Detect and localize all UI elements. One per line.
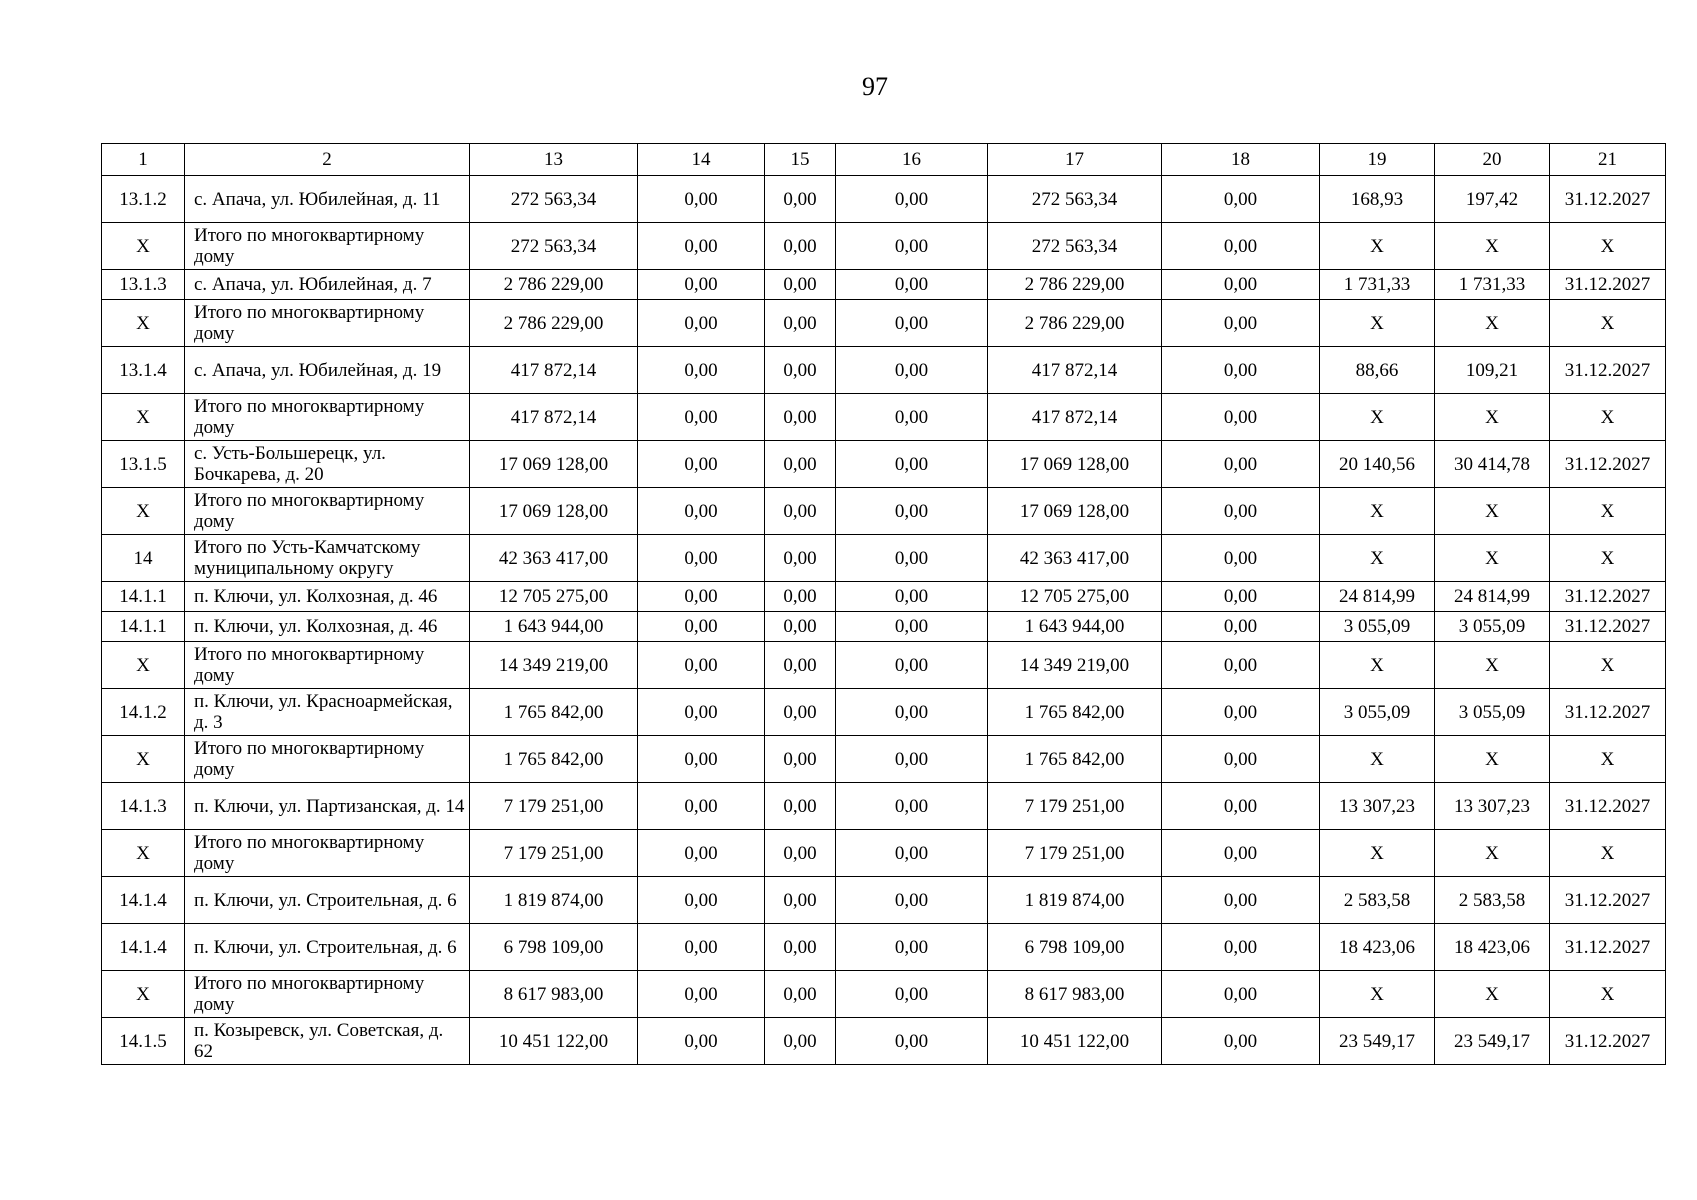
table-cell: 88,66 [1320, 347, 1435, 394]
table-cell: Х [1320, 223, 1435, 270]
table-cell: 0,00 [836, 270, 988, 300]
table-cell: Итого по многоквартирному дому [185, 223, 470, 270]
table-cell: 0,00 [1162, 971, 1320, 1018]
table-cell: 12 705 275,00 [470, 582, 638, 612]
table-cell: 0,00 [836, 877, 988, 924]
table-cell: 0,00 [1162, 300, 1320, 347]
table-cell: 20 140,56 [1320, 441, 1435, 488]
table-cell: 0,00 [1162, 270, 1320, 300]
table-cell: 14.1.2 [102, 689, 185, 736]
table-cell: 0,00 [638, 1018, 765, 1065]
table-row [102, 612, 1666, 642]
table-cell: 31.12.2027 [1550, 441, 1666, 488]
table-cell: Х [1550, 223, 1666, 270]
table-cell: 1 643 944,00 [988, 612, 1162, 642]
table-cell: п. Ключи, ул. Строительная, д. 6 [185, 877, 470, 924]
table-cell: Х [1435, 488, 1550, 535]
table-cell: 0,00 [836, 1018, 988, 1065]
table-cell: 0,00 [1162, 176, 1320, 223]
table-cell: 10 451 122,00 [988, 1018, 1162, 1065]
table-cell: 0,00 [836, 642, 988, 689]
table-cell: Х [102, 642, 185, 689]
table-cell: 0,00 [1162, 877, 1320, 924]
table-row [102, 488, 1666, 535]
table-cell: 18 423,06 [1435, 924, 1550, 971]
table-cell: Х [1435, 535, 1550, 582]
table-cell: 8 617 983,00 [988, 971, 1162, 1018]
table-cell: 14.1.4 [102, 924, 185, 971]
table-cell: 31.12.2027 [1550, 347, 1666, 394]
table-cell: Х [1435, 736, 1550, 783]
table-cell: 13 307,23 [1435, 783, 1550, 830]
table-cell: 0,00 [638, 830, 765, 877]
header-cell: 17 [988, 144, 1162, 176]
table-body [102, 176, 1666, 1065]
table-cell: 0,00 [1162, 535, 1320, 582]
table-cell: Х [1435, 223, 1550, 270]
table-cell: 1 765 842,00 [988, 689, 1162, 736]
table-cell: 0,00 [638, 689, 765, 736]
table-cell: 0,00 [1162, 1018, 1320, 1065]
table-cell: 0,00 [765, 270, 836, 300]
table-cell: 14 349 219,00 [470, 642, 638, 689]
table-cell: 1 643 944,00 [470, 612, 638, 642]
table-cell: 0,00 [638, 971, 765, 1018]
table-cell: 0,00 [836, 783, 988, 830]
table-cell: Итого по многоквартирному дому [185, 488, 470, 535]
table-cell: Х [1550, 971, 1666, 1018]
table-cell: 0,00 [638, 736, 765, 783]
header-cell: 20 [1435, 144, 1550, 176]
table-cell: Х [102, 300, 185, 347]
table-cell: 0,00 [765, 783, 836, 830]
table-cell: 7 179 251,00 [988, 830, 1162, 877]
table-cell: 3 055,09 [1320, 612, 1435, 642]
table-cell: 0,00 [836, 441, 988, 488]
table-cell: 31.12.2027 [1550, 270, 1666, 300]
table-cell: 0,00 [765, 877, 836, 924]
table-cell: 14.1.4 [102, 877, 185, 924]
table-cell: 0,00 [1162, 642, 1320, 689]
header-cell: 19 [1320, 144, 1435, 176]
table-cell: Итого по многоквартирному дому [185, 642, 470, 689]
table-cell: 0,00 [836, 971, 988, 1018]
table-cell: 0,00 [1162, 736, 1320, 783]
table-cell: 30 414,78 [1435, 441, 1550, 488]
table-cell: 0,00 [765, 1018, 836, 1065]
table-cell: 0,00 [765, 971, 836, 1018]
table-cell: 0,00 [1162, 441, 1320, 488]
table-cell: Х [1320, 736, 1435, 783]
table-cell: 0,00 [638, 924, 765, 971]
table-cell: 24 814,99 [1320, 582, 1435, 612]
table-cell: 0,00 [836, 830, 988, 877]
table-cell: п. Ключи, ул. Колхозная, д. 46 [185, 582, 470, 612]
table-cell: Х [1320, 642, 1435, 689]
table-cell: Итого по многоквартирному дому [185, 736, 470, 783]
table-cell: 0,00 [836, 924, 988, 971]
table-cell: Х [1320, 300, 1435, 347]
table-cell: 14.1.1 [102, 582, 185, 612]
table-cell: 42 363 417,00 [988, 535, 1162, 582]
table-cell: 2 786 229,00 [470, 300, 638, 347]
table-cell: 0,00 [836, 535, 988, 582]
table-cell: Х [1320, 971, 1435, 1018]
header-cell: 18 [1162, 144, 1320, 176]
table-cell: п. Ключи, ул. Красноармейская, д. 3 [185, 689, 470, 736]
table-cell: Х [1320, 535, 1435, 582]
header-cell: 21 [1550, 144, 1666, 176]
table-cell: п. Ключи, ул. Колхозная, д. 46 [185, 612, 470, 642]
table-cell: Х [1550, 394, 1666, 441]
table-cell: 2 786 229,00 [470, 270, 638, 300]
table-cell: Х [102, 488, 185, 535]
table-cell: 24 814,99 [1435, 582, 1550, 612]
table-cell: 14.1.1 [102, 612, 185, 642]
table-cell: 17 069 128,00 [470, 488, 638, 535]
table-cell: 0,00 [1162, 347, 1320, 394]
table-cell: 0,00 [765, 223, 836, 270]
table-cell: Х [1435, 642, 1550, 689]
header-cell: 13 [470, 144, 638, 176]
table-row [102, 270, 1666, 300]
table-cell: 0,00 [638, 300, 765, 347]
table-cell: Итого по Усть-Камчатскому муниципальному округу [185, 535, 470, 582]
table-cell: 13 307,23 [1320, 783, 1435, 830]
table-cell: 31.12.2027 [1550, 612, 1666, 642]
table-cell: 0,00 [765, 488, 836, 535]
table-cell: 0,00 [836, 300, 988, 347]
table-cell: 0,00 [836, 689, 988, 736]
table-cell: с. Апача, ул. Юбилейная, д. 11 [185, 176, 470, 223]
table-row [102, 347, 1666, 394]
header-cell: 16 [836, 144, 988, 176]
table-cell: 0,00 [638, 535, 765, 582]
table-cell: 0,00 [765, 441, 836, 488]
table-cell: 0,00 [836, 488, 988, 535]
table-row [102, 689, 1666, 736]
table-cell: 0,00 [1162, 924, 1320, 971]
table-cell: 13.1.3 [102, 270, 185, 300]
table-row [102, 394, 1666, 441]
table-cell: 31.12.2027 [1550, 924, 1666, 971]
table-cell: Х [1435, 971, 1550, 1018]
table-cell: 31.12.2027 [1550, 689, 1666, 736]
table-cell: 0,00 [1162, 394, 1320, 441]
table-cell: 3 055,09 [1320, 689, 1435, 736]
table-cell: 10 451 122,00 [470, 1018, 638, 1065]
table-cell: 13.1.5 [102, 441, 185, 488]
table-cell: 109,21 [1435, 347, 1550, 394]
table-cell: 23 549,17 [1320, 1018, 1435, 1065]
table-cell: п. Ключи, ул. Строительная, д. 6 [185, 924, 470, 971]
table-cell: Х [1550, 300, 1666, 347]
table-cell: Х [102, 830, 185, 877]
table-cell: Х [1550, 736, 1666, 783]
table-cell: 0,00 [836, 394, 988, 441]
table-cell: 0,00 [638, 176, 765, 223]
table-cell: 0,00 [638, 347, 765, 394]
table-cell: Итого по многоквартирному дому [185, 971, 470, 1018]
table-cell: 17 069 128,00 [988, 488, 1162, 535]
table-cell: 417 872,14 [470, 347, 638, 394]
table-cell: 0,00 [765, 830, 836, 877]
table-cell: 31.12.2027 [1550, 582, 1666, 612]
table-cell: 42 363 417,00 [470, 535, 638, 582]
table-cell: 0,00 [836, 176, 988, 223]
table-cell: 417 872,14 [470, 394, 638, 441]
header-cell: 14 [638, 144, 765, 176]
table-cell: 0,00 [836, 736, 988, 783]
table-cell: 0,00 [1162, 830, 1320, 877]
table-cell: 8 617 983,00 [470, 971, 638, 1018]
table-cell: 23 549,17 [1435, 1018, 1550, 1065]
table-cell: 1 765 842,00 [988, 736, 1162, 783]
table-cell: 0,00 [638, 783, 765, 830]
table-cell: Х [1550, 488, 1666, 535]
table-row [102, 830, 1666, 877]
header-cell: 2 [185, 144, 470, 176]
table-cell: 14.1.3 [102, 783, 185, 830]
table-cell: 272 563,34 [988, 176, 1162, 223]
table-cell: 31.12.2027 [1550, 176, 1666, 223]
table-cell: 14 349 219,00 [988, 642, 1162, 689]
table-cell: 7 179 251,00 [988, 783, 1162, 830]
table-cell: Х [102, 736, 185, 783]
table-cell: Итого по многоквартирному дому [185, 394, 470, 441]
table-cell: 31.12.2027 [1550, 783, 1666, 830]
table-cell: 0,00 [765, 535, 836, 582]
table-cell: 2 583,58 [1320, 877, 1435, 924]
table-cell: 0,00 [638, 642, 765, 689]
header-cell: 1 [102, 144, 185, 176]
table-cell: 0,00 [765, 924, 836, 971]
table-cell: 0,00 [765, 582, 836, 612]
table-cell: 0,00 [765, 612, 836, 642]
table-cell: Х [1550, 535, 1666, 582]
table-cell: Х [1550, 830, 1666, 877]
table-row [102, 223, 1666, 270]
table-cell: 13.1.2 [102, 176, 185, 223]
table-row [102, 877, 1666, 924]
table-cell: 2 786 229,00 [988, 300, 1162, 347]
page-number: 97 [862, 72, 888, 101]
table-row [102, 736, 1666, 783]
table-row [102, 642, 1666, 689]
table-cell: 6 798 109,00 [470, 924, 638, 971]
table-cell: Х [1550, 642, 1666, 689]
table-cell: 0,00 [765, 736, 836, 783]
table-cell: 3 055,09 [1435, 689, 1550, 736]
table-cell: 168,93 [1320, 176, 1435, 223]
table-cell: 1 731,33 [1435, 270, 1550, 300]
table-cell: п. Козыревск, ул. Советская, д. 62 [185, 1018, 470, 1065]
table-cell: 0,00 [638, 488, 765, 535]
table-cell: 1 731,33 [1320, 270, 1435, 300]
table-cell: 1 765 842,00 [470, 736, 638, 783]
table-cell: 1 765 842,00 [470, 689, 638, 736]
table-cell: 14.1.5 [102, 1018, 185, 1065]
table-cell: 417 872,14 [988, 394, 1162, 441]
header-row [102, 144, 1666, 176]
table-cell: 31.12.2027 [1550, 1018, 1666, 1065]
table-cell: 0,00 [765, 642, 836, 689]
table-cell: Х [1320, 488, 1435, 535]
table-cell: 0,00 [638, 582, 765, 612]
table-cell: 197,42 [1435, 176, 1550, 223]
table-cell: 6 798 109,00 [988, 924, 1162, 971]
header-cell: 15 [765, 144, 836, 176]
table-cell: 0,00 [836, 223, 988, 270]
table-cell: 0,00 [765, 176, 836, 223]
table-cell: 0,00 [836, 612, 988, 642]
table-cell: 272 563,34 [470, 176, 638, 223]
table-cell: 0,00 [638, 612, 765, 642]
table-row [102, 176, 1666, 223]
table-cell: с. Апача, ул. Юбилейная, д. 19 [185, 347, 470, 394]
table-cell: 17 069 128,00 [470, 441, 638, 488]
table-cell: 0,00 [1162, 689, 1320, 736]
table-cell: 0,00 [638, 223, 765, 270]
table-cell: 0,00 [765, 689, 836, 736]
table-cell: 0,00 [638, 877, 765, 924]
table-cell: 0,00 [765, 394, 836, 441]
table-cell: Х [1320, 830, 1435, 877]
table-row [102, 971, 1666, 1018]
table-cell: 0,00 [765, 347, 836, 394]
table-cell: Х [1435, 300, 1550, 347]
table-cell: 0,00 [1162, 783, 1320, 830]
table-cell: 0,00 [1162, 612, 1320, 642]
table-row [102, 441, 1666, 488]
table-row [102, 535, 1666, 582]
table-cell: 31.12.2027 [1550, 877, 1666, 924]
table-cell: 0,00 [1162, 582, 1320, 612]
table-cell: Х [1320, 394, 1435, 441]
table-cell: 2 583,58 [1435, 877, 1550, 924]
table-cell: 14 [102, 535, 185, 582]
table-cell: Х [102, 223, 185, 270]
table-cell: 2 786 229,00 [988, 270, 1162, 300]
table-cell: 12 705 275,00 [988, 582, 1162, 612]
table-cell: Х [1435, 830, 1550, 877]
table-cell: Х [102, 394, 185, 441]
table-cell: Х [1435, 394, 1550, 441]
table-cell: 3 055,09 [1435, 612, 1550, 642]
table-cell: 0,00 [638, 394, 765, 441]
table-cell: 7 179 251,00 [470, 830, 638, 877]
table-cell: Итого по многоквартирному дому [185, 300, 470, 347]
table-cell: п. Ключи, ул. Партизанская, д. 14 [185, 783, 470, 830]
table-cell: 1 819 874,00 [988, 877, 1162, 924]
table-cell: 13.1.4 [102, 347, 185, 394]
table-cell: с. Усть-Большерецк, ул. Бочкарева, д. 20 [185, 441, 470, 488]
table-cell: 0,00 [638, 441, 765, 488]
table-cell: 0,00 [836, 347, 988, 394]
table-row [102, 582, 1666, 612]
table-cell: 0,00 [1162, 223, 1320, 270]
table-cell: с. Апача, ул. Юбилейная, д. 7 [185, 270, 470, 300]
table-cell: 0,00 [1162, 488, 1320, 535]
table-cell: 272 563,34 [988, 223, 1162, 270]
table-cell: 417 872,14 [988, 347, 1162, 394]
table-row [102, 924, 1666, 971]
table-cell: 18 423,06 [1320, 924, 1435, 971]
table-cell: 0,00 [638, 270, 765, 300]
table-row [102, 300, 1666, 347]
table-cell: 0,00 [765, 300, 836, 347]
table-row [102, 783, 1666, 830]
table-cell: Х [102, 971, 185, 1018]
table-cell: 7 179 251,00 [470, 783, 638, 830]
table-cell: 0,00 [836, 582, 988, 612]
table-cell: Итого по многоквартирному дому [185, 830, 470, 877]
table-row [102, 1018, 1666, 1065]
data-table [101, 143, 1666, 1065]
table-cell: 272 563,34 [470, 223, 638, 270]
table-cell: 17 069 128,00 [988, 441, 1162, 488]
table-cell: 1 819 874,00 [470, 877, 638, 924]
